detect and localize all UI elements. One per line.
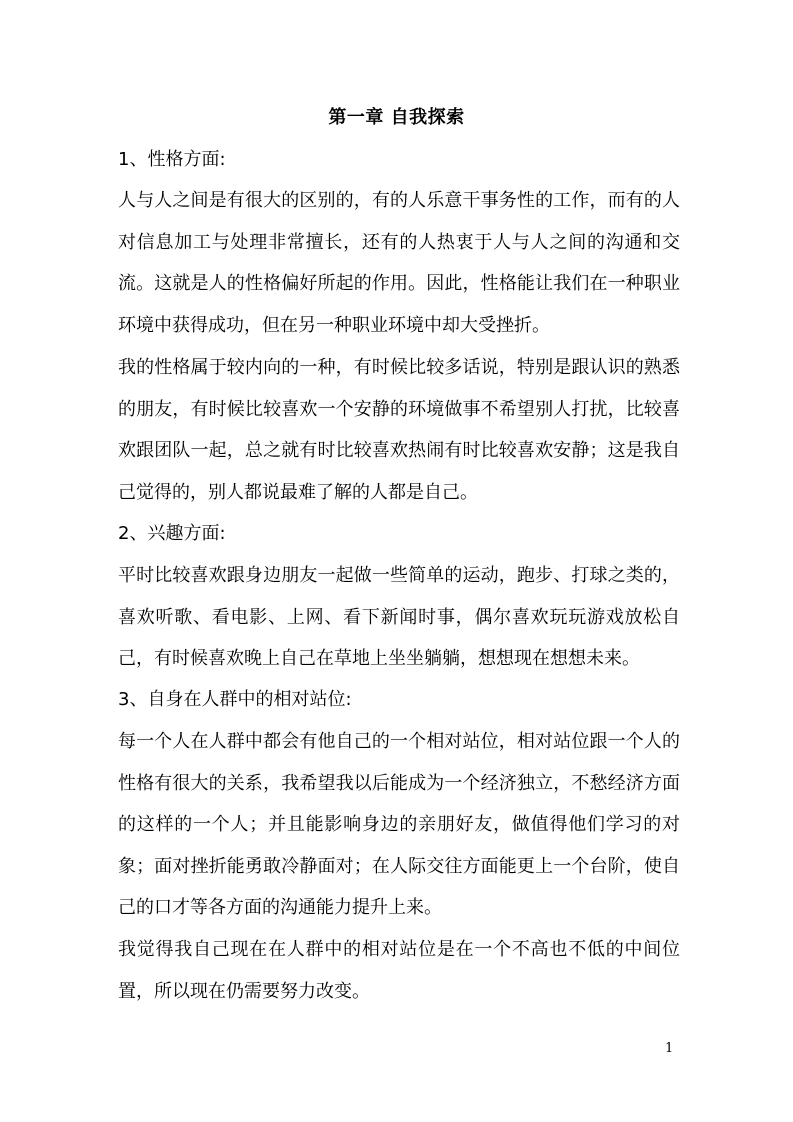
section-heading-interests: 2、兴趣方面:	[118, 523, 226, 544]
section-heading-personality: 1、性格方面:	[118, 149, 226, 170]
paragraph-personality-intro: 人与人之间是有很大的区别的，有的人乐意干事务性的工作，而有的人对信息加工与处理非常擅长，还有的人热衷于人与人之间的沟通和交流。这就是人的性格偏好所起的作用。因此，性格能让我们在一种职业环境中获得成功，但在另一种职业环境中却大受挫折。	[118, 190, 680, 336]
paragraph-personality-self: 我的性格属于较内向的一种，有时候比较多话说，特别是跟认识的熟悉的朋友，有时候比较喜欢一个安静的环境做事不希望别人打扰，比较喜欢跟团队一起，总之就有时比较喜欢热闹有时比较喜欢安静；这是我自己觉得的，别人都说最难了解的人都是自己。	[118, 357, 680, 503]
paragraph-position-current: 我觉得我自己现在在人群中的相对站位是在一个不高也不低的中间位置，所以现在仍需要努力改变。	[118, 939, 680, 1002]
chapter-title: 第一章 自我探索	[328, 107, 465, 128]
paragraph-position-goals: 每一个人在人群中都会有他自己的一个相对站位，相对站位跟一个人的性格有很大的关系，我希望我以后能成为一个经济独立，不愁经济方面的这样的一个人；并且能影响身边的亲朋好友，做值得他们学习的对象；面对挫折能勇敢冷静面对；在人际交往方面能更上一个台阶，使自己的口才等各方面的沟通能力提升上来。	[118, 731, 680, 918]
page-number: 1	[665, 1041, 674, 1056]
section-heading-position: 3、自身在人群中的相对站位:	[118, 689, 352, 710]
paragraph-interests: 平时比较喜欢跟身边朋友一起做一些简单的运动，跑步、打球之类的，喜欢听歌、看电影、上网、看下新闻时事，偶尔喜欢玩玩游戏放松自己，有时候喜欢晚上自己在草地上坐坐躺躺，想想现在想想未来。	[118, 565, 680, 669]
